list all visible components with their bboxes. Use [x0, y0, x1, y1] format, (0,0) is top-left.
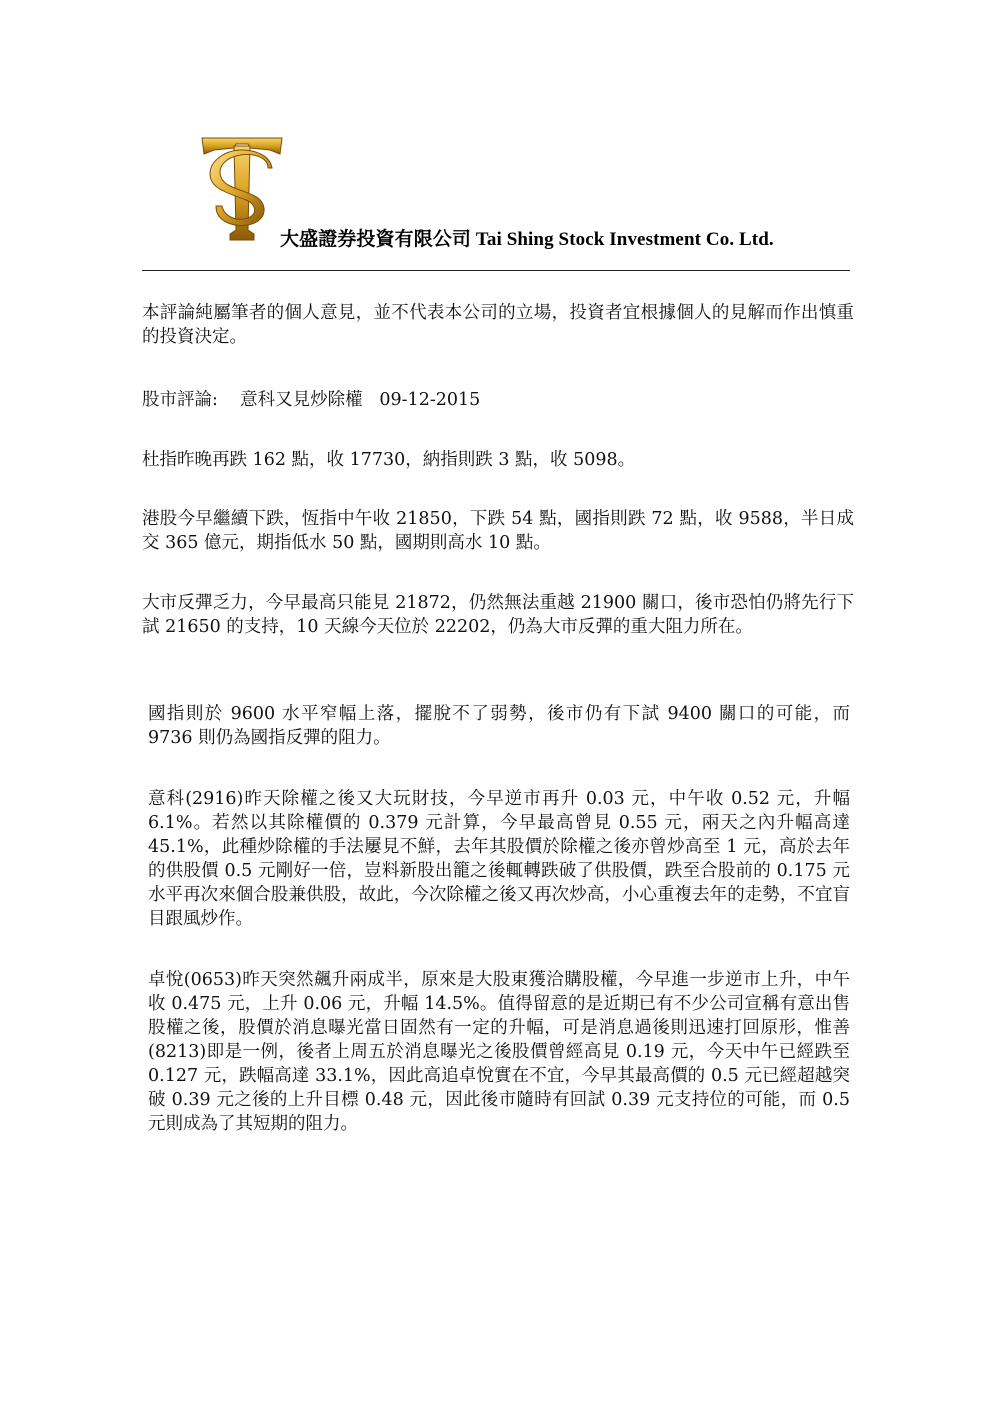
- article-title-line: [142, 388, 854, 412]
- company-name: 大盛證券投資有限公司 Tai Shing Stock Investment Co. Ltd.: [280, 229, 774, 250]
- company-logo: [196, 134, 288, 244]
- disclaimer-text: 本評論純屬筆者的個人意見，並不代表本公司的立場，投資者宜根據個人的見解而作出慎重的投資決定。: [142, 303, 854, 347]
- paragraph-hk-market: 港股今早繼續下跌，恆指中午收 21850，下跌 54 點，國指則跌 72 點，收 9588，半日成交 365 億元，期指低水 50 點，國期則高水 10 點。: [142, 509, 854, 553]
- paragraph-0653: 卓悅(0653)昨天突然飆升兩成半，原來是大股東獲洽購股權，今早進一步逆市上升，中午收 0.475 元，上升 0.06 元，升幅 14.5%。值得留意的是近期已有不少公司宣稱有意出售股權之後，股價於消息曝光當日固然有一定的升幅，可是消息過後則迅速打回原形，惟善(8213)即是一例，後者上周五於消息曝光之後股價曾經高見 0.19 元，今天中午已經跌至 0.127 元，跌幅高達 33.1%，因此高追卓悅實在不宜，今早其最高價的 0.5 元已經超越突破 0.39 元之後的上升目標 0.48 元，因此後市隨時有回試 0.39 元支持位的可能，而 0.5 元則成為了其短期的阻力。: [148, 970, 850, 1134]
- paragraph-2916: 意科(2916)昨天除權之後又大玩財技，今早逆市再升 0.03 元，中午收 0.52 元，升幅 6.1%。若然以其除權價的 0.379 元計算，今早最高曾見 0.55 元，兩天之內升幅高達 45.1%，此種炒除權的手法屢見不鮮，去年其股價於除權之後亦曾炒高至 1 元，高於去年的供股價 0.5 元剛好一倍，豈料新股出籠之後輒轉跌破了供股價，跌至合股前的 0.175 元水平再次來個合股兼供股，故此，今次除權之後又再次炒高，小心重複去年的走勢，不宜盲目跟風炒作。: [148, 789, 850, 929]
- paragraph-us-markets: 杜指昨晚再跌 162 點，收 17730，納指則跌 3 點，收 5098。: [142, 450, 636, 470]
- paragraph-hsi-outlook: 大市反彈乏力，今早最高只能見 21872，仍然無法重越 21900 關口，後市恐怕仍將先行下試 21650 的支持，10 天線今天位於 22202，仍為大市反彈的重大阻力所在。: [142, 593, 854, 637]
- article-headline: 意科又見炒除權: [240, 390, 363, 410]
- paragraph-hscei: 國指則於 9600 水平窄幅上落，擺脫不了弱勢，後市仍有下試 9400 關口的可能，而 9736 則仍為國指反彈的阻力。: [148, 704, 850, 748]
- ts-monogram-icon: [196, 134, 288, 244]
- article-date: 09-12-2015: [379, 390, 481, 410]
- section-label: 股市評論:: [142, 390, 218, 410]
- header-divider: [142, 270, 850, 271]
